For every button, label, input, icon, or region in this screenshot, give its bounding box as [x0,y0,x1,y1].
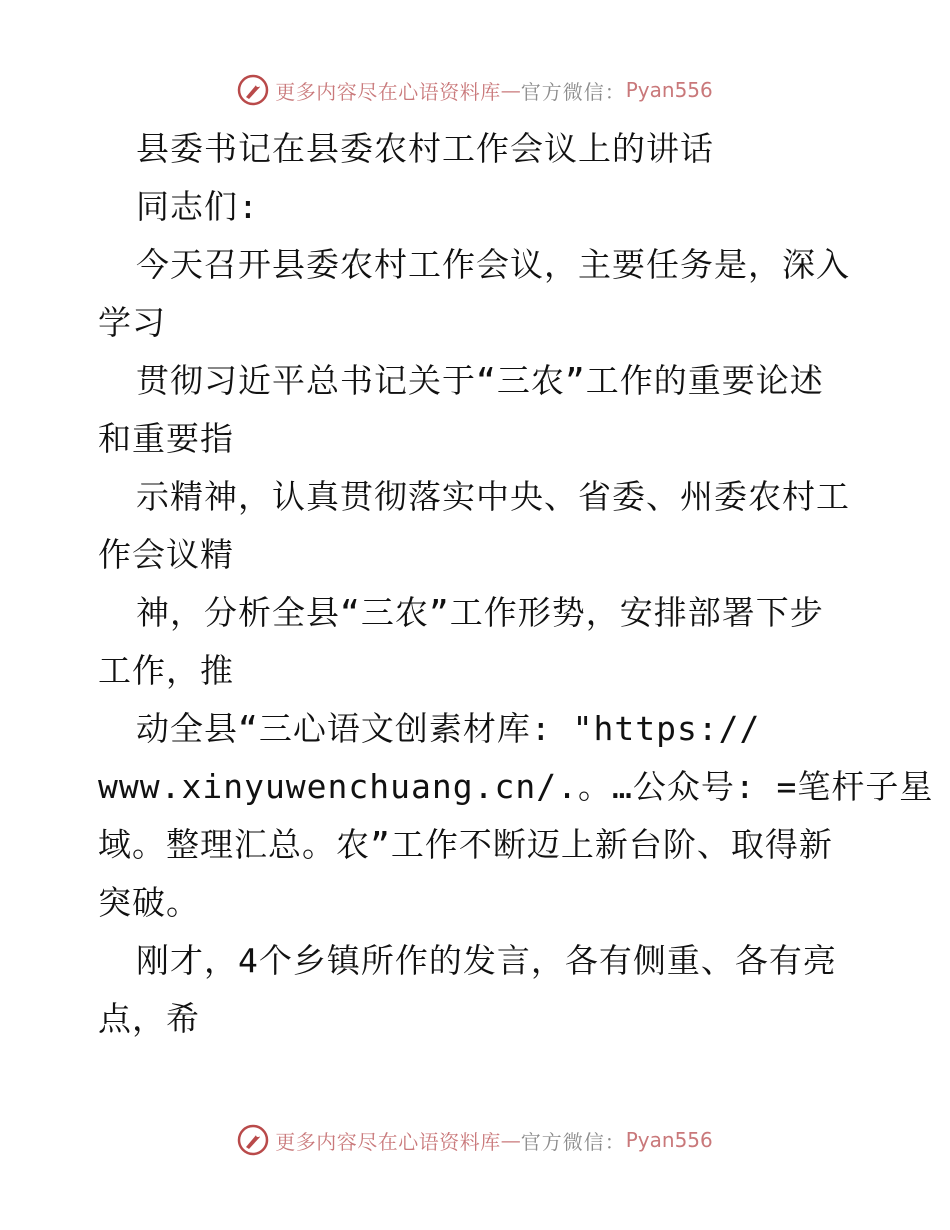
pen-nib-logo-icon [237,1124,269,1156]
paragraph-line: 域。整理汇总。农”工作不断迈上新台阶、取得新 [98,825,833,864]
header-banner [0,70,950,110]
banner-separator: — [500,78,521,102]
banner-separator: — [500,1128,521,1152]
paragraph-line: www.xinyuwenchuang.cn/.。…公众号: =笔杆子星 [98,767,934,806]
paragraph-line: 工作，推 [98,651,234,690]
banner-wechat-label: 官方微信： [520,79,626,104]
paragraph-line: 作会议精 [98,535,234,574]
paragraph-line: 和重要指 [98,419,234,458]
paragraph-line: 突破。 [98,883,200,922]
paragraph-line: 贯彻习近平总书记关于“三农”工作的重要论述 [136,361,824,400]
pen-nib-logo-icon [237,74,269,106]
paragraph-line: 今天召开县委农村工作会议，主要任务是，深入 [136,245,850,284]
paragraph-line: 动全县“三心语文创素材库: "https:// [136,709,761,748]
document-body [98,120,934,1048]
salutation: 同志们: [136,187,259,226]
banner-wechat-label: 官方微信： [520,1129,626,1154]
banner-main-text: 更多内容尽在心语资料库 [275,79,501,104]
document-title: 县委书记在县委农村工作会议上的讲话 [136,129,714,168]
banner-wechat-id: Pyan556 [625,78,713,102]
paragraph-line: 神，分析全县“三农”工作形势，安排部署下步 [136,593,824,632]
banner-main-text: 更多内容尽在心语资料库 [275,1129,501,1154]
paragraph-line: 刚才，4个乡镇所作的发言，各有侧重、各有亮 [136,941,837,980]
paragraph-line: 点，希 [98,999,200,1038]
paragraph-line: 示精神，认真贯彻落实中央、省委、州委农村工 [136,477,850,516]
banner-wechat-id: Pyan556 [625,1128,713,1152]
paragraph-line: 学习 [98,303,166,342]
footer-banner [0,1120,950,1160]
